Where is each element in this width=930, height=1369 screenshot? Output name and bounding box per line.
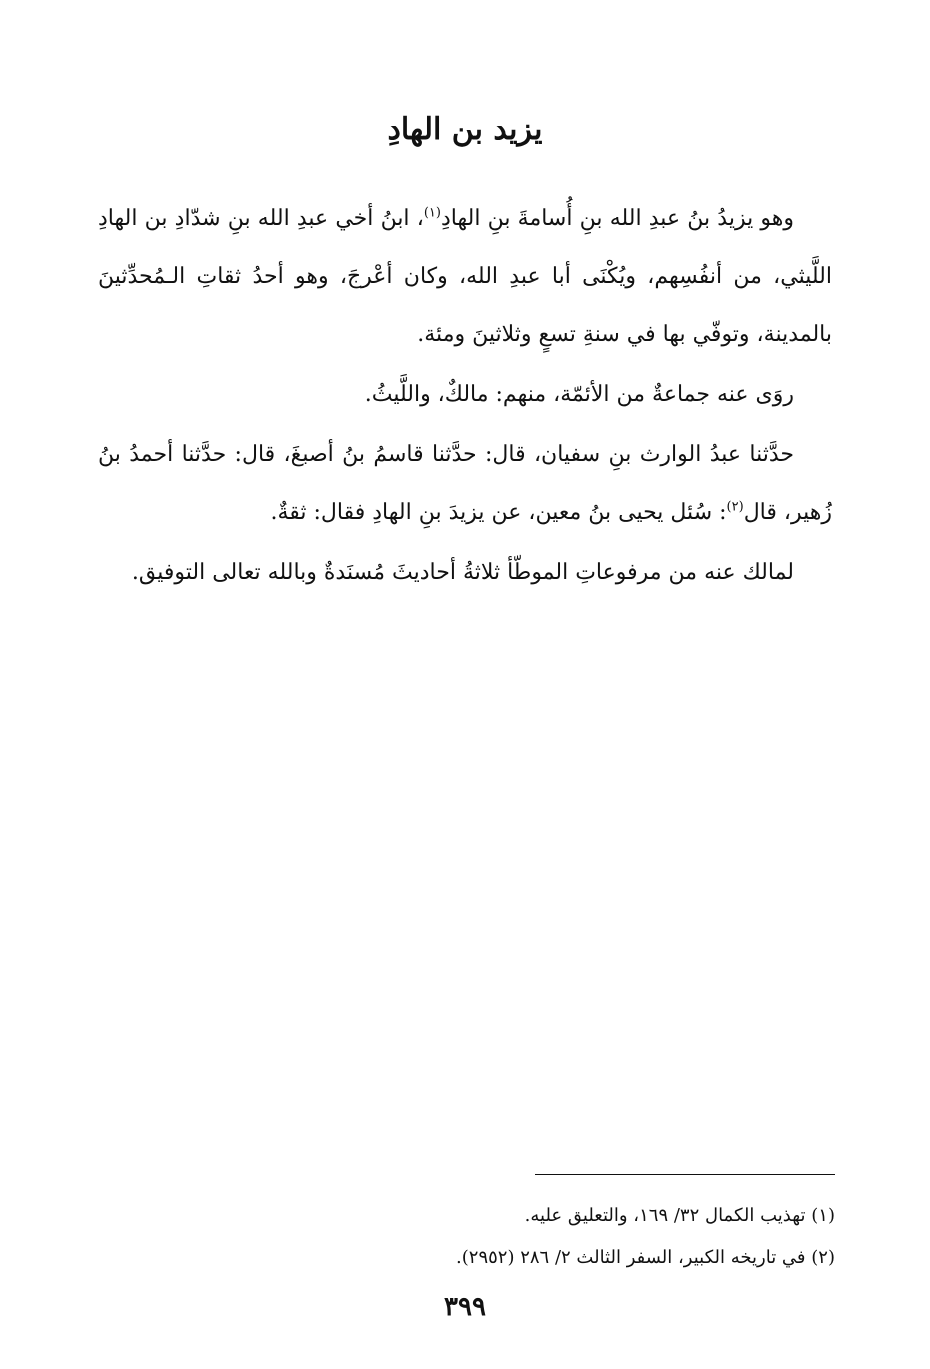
paragraph-text: روَى عنه جماعةٌ من الأئمّة، منهم: مالكٌ، واللَّيثُ. xyxy=(364,382,794,407)
paragraph-text: وهو يزيدُ بنُ عبدِ الله بنِ أُسامةَ بنِ الهادِ xyxy=(440,206,794,231)
paragraph-biography xyxy=(98,190,832,364)
paragraph-chain xyxy=(98,426,832,542)
page-number: ٣٩٩ xyxy=(444,1292,486,1322)
paragraph-hadith-count xyxy=(98,544,832,602)
footnote-ref: (١) xyxy=(423,205,441,221)
paragraph-text: لمالك عنه من مرفوعاتِ الموطّأ ثلاثةُ أحاديثَ مُسنَدةٌ وبالله تعالى التوفيق. xyxy=(131,560,794,585)
footnote-divider xyxy=(535,1174,835,1175)
paragraph-text: : سُئل يحيى بنُ معين، عن يزيدَ بنِ الهادِ فقال: ثقةٌ. xyxy=(270,500,727,525)
section-title: يزيد بن الهادِ xyxy=(387,112,543,147)
footnote-item: (١) تهذيب الكمال ٣٢/ ١٦٩، والتعليق عليه. xyxy=(524,1205,835,1226)
footnote-item: (٢) في تاريخه الكبير، السفر الثالث ٢/ ٢٨٦ (٢٩٥٢). xyxy=(456,1247,835,1268)
footnotes xyxy=(98,1195,835,1279)
paragraph-narrators xyxy=(98,366,832,424)
paragraph-text: حدَّثنا عبدُ الوارث بنِ سفيان، قال: حدَّثنا قاسمُ بنُ أصبغَ، قال: حدَّثنا أحمدُ بنُ زُهير، قال xyxy=(98,442,832,525)
body-text xyxy=(98,190,832,602)
footnote-ref: (٢) xyxy=(726,499,744,515)
paragraph-text: ، ابنُ أخي عبدِ الله بنِ شدّادِ بن الهادِ اللَّيثي، من أنفُسِهم، ويُكْنَى أبا عبدِ الله، وكان أعْرجَ، وهو أحدُ ثقاتِ الـمُحدِّثينَ بالمدينة، وتوفّي بها في سنةِ تسعٍ وثلاثينَ ومئة. xyxy=(98,206,832,347)
